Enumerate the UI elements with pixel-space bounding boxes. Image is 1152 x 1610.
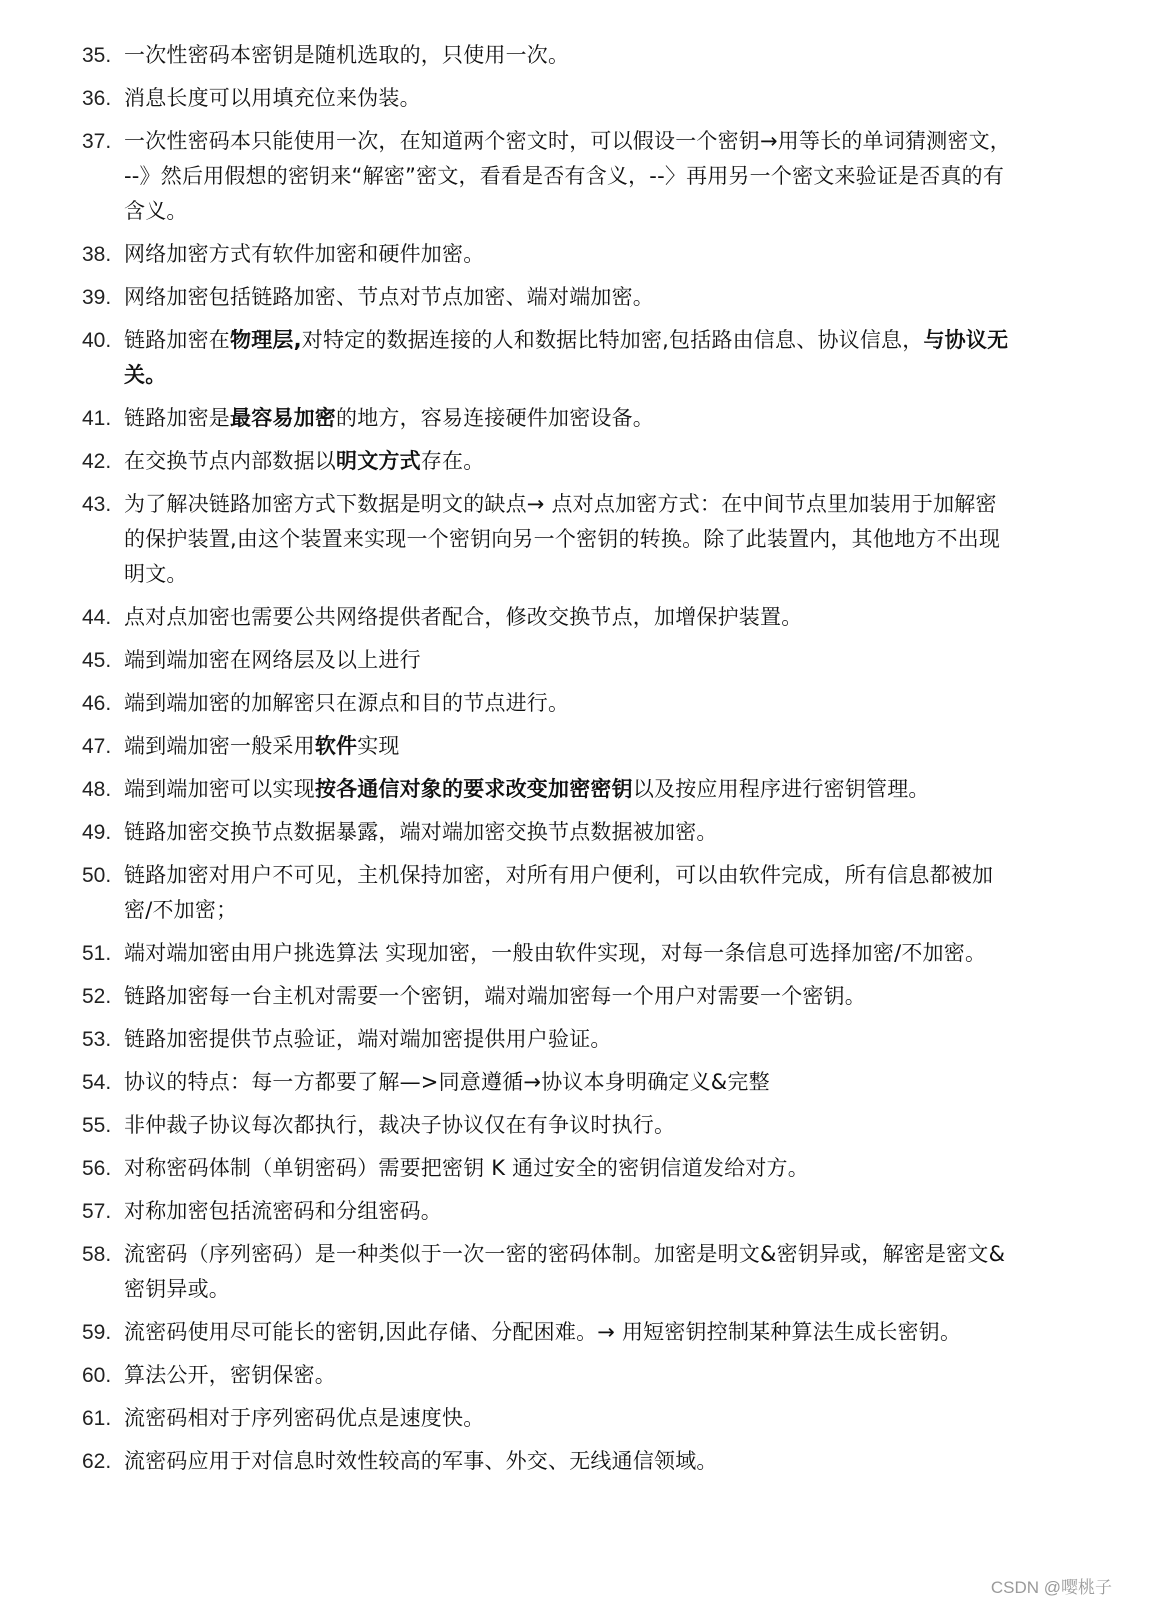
text-segment: 流密码使用尽可能长的密钥,因此存储、分配困难。→ 用短密钥控制某种算法生成长密钥。: [124, 1320, 962, 1344]
list-item: [82, 1194, 1012, 1229]
item-text: [124, 1358, 1012, 1393]
list-item: [82, 858, 1012, 928]
text-segment: 流密码应用于对信息时效性较高的军事、外交、无线通信领域。: [124, 1449, 718, 1473]
list-item: [82, 1022, 1012, 1057]
text-segment: 存在。: [420, 449, 485, 473]
text-segment: 非仲裁子协议每次都执行，裁决子协议仅在有争议时执行。: [124, 1113, 676, 1137]
text-segment: 算法公开，密钥保密。: [124, 1363, 336, 1387]
text-segment: 实现: [357, 734, 400, 758]
list-item: [82, 729, 1012, 764]
text-segment: 一次性密码本只能使用一次，在知道两个密文时，可以假设一个密钥→用等长的单词猜测密文，--》然后用假想的密钥来“解密”密文，看看是否有含义，--〉再用另一个密文来验证是否真的有含义。: [124, 129, 1011, 223]
list-item: [82, 237, 1012, 272]
item-number: 47.: [82, 735, 112, 758]
text-segment: 链路加密每一台主机对需要一个密钥，端对端加密每一个用户对需要一个密钥。: [124, 984, 866, 1008]
text-segment: 端对端加密由用户挑选算法 实现加密，一般由软件实现，对每一条信息可选择加密/不加密。: [124, 941, 987, 965]
text-segment: 流密码（序列密码）是一种类似于一次一密的密码体制。加密是明文&密钥异或，解密是密文&密钥异或。: [124, 1242, 1006, 1301]
item-text: [124, 979, 1012, 1014]
bold-emphasis: 按各通信对象的要求改变加密密钥: [314, 777, 633, 801]
list-item: [82, 686, 1012, 721]
item-number: 49.: [82, 821, 112, 844]
item-text: [124, 815, 1012, 850]
list-item: [82, 38, 1012, 73]
bold-emphasis: 软件: [314, 734, 358, 758]
item-text: [124, 1237, 1012, 1307]
text-segment: 端到端加密可以实现: [124, 777, 315, 801]
item-number: 35.: [82, 44, 112, 67]
text-segment: 在交换节点内部数据以: [124, 449, 336, 473]
bold-emphasis: 明文方式: [336, 449, 421, 473]
text-segment: 端到端加密的加解密只在源点和目的节点进行。: [124, 691, 570, 715]
item-text: [124, 729, 1012, 764]
text-segment: 协议的特点：每一方都要了解—>同意遵循→协议本身明确定义&完整: [124, 1070, 770, 1094]
item-number: 39.: [82, 286, 112, 309]
list-item: [82, 1108, 1012, 1143]
item-number: 46.: [82, 692, 112, 715]
text-segment: 端到端加密在网络层及以上进行: [124, 648, 421, 672]
item-text: [124, 38, 1012, 73]
text-segment: 的地方，容易连接硬件加密设备。: [336, 406, 654, 430]
item-number: 55.: [82, 1114, 112, 1137]
list-item: [82, 401, 1012, 436]
text-segment: 对称密码体制（单钥密码）需要把密钥 K 通过安全的密钥信道发给对方。: [124, 1156, 809, 1180]
item-text: [124, 81, 1012, 116]
item-text: [124, 1151, 1012, 1186]
text-segment: 链路加密提供节点验证，端对端加密提供用户验证。: [124, 1027, 612, 1051]
list-item: [82, 1151, 1012, 1186]
text-segment: 消息长度可以用填充位来伪装。: [124, 86, 421, 110]
item-number: 62.: [82, 1450, 112, 1473]
list-item: [82, 124, 1012, 229]
item-text: [124, 487, 1012, 592]
item-text: [124, 600, 1012, 635]
list-item: [82, 444, 1012, 479]
item-text: [124, 1022, 1012, 1057]
list-item: [82, 1444, 1012, 1479]
csdn-watermark: CSDN @嘤桃子: [990, 1578, 1112, 1597]
list-item: [82, 772, 1012, 807]
text-segment: 点对点加密也需要公共网络提供者配合，修改交换节点，加增保护装置。: [124, 605, 803, 629]
text-segment: 对称加密包括流密码和分组密码。: [124, 1199, 442, 1223]
item-text: [124, 1401, 1012, 1436]
item-text: [124, 237, 1012, 272]
item-number: 52.: [82, 985, 112, 1008]
list-item: [82, 815, 1012, 850]
item-text: [124, 323, 1012, 393]
item-text: [124, 1108, 1012, 1143]
text-segment: 链路加密交换节点数据暴露，端对端加密交换节点数据被加密。: [124, 820, 718, 844]
item-number: 42.: [82, 450, 112, 473]
item-number: 43.: [82, 493, 112, 516]
item-text: [124, 1315, 1012, 1350]
list-item: [82, 323, 1012, 393]
bold-emphasis: 物理层,: [230, 328, 302, 352]
text-segment: 链路加密是: [124, 406, 230, 430]
list-item: [82, 600, 1012, 635]
item-text: [124, 1065, 1012, 1100]
item-number: 48.: [82, 778, 112, 801]
item-text: [124, 280, 1012, 315]
item-number: 61.: [82, 1407, 112, 1430]
list-item: [82, 1065, 1012, 1100]
item-text: [124, 1194, 1012, 1229]
item-text: [124, 401, 1012, 436]
item-number: 60.: [82, 1364, 112, 1387]
list-item: [82, 1315, 1012, 1350]
list-item: [82, 1358, 1012, 1393]
text-segment: 网络加密包括链路加密、节点对节点加密、端对端加密。: [124, 285, 654, 309]
item-text: [124, 124, 1012, 229]
text-segment: 一次性密码本密钥是随机选取的，只使用一次。: [124, 43, 570, 67]
item-number: 53.: [82, 1028, 112, 1051]
item-number: 44.: [82, 606, 112, 629]
text-segment: 以及按应用程序进行密钥管理。: [632, 777, 930, 801]
item-text: [124, 444, 1012, 479]
item-number: 50.: [82, 864, 112, 887]
text-segment: 流密码相对于序列密码优点是速度快。: [124, 1406, 485, 1430]
item-number: 41.: [82, 407, 112, 430]
item-text: [124, 1444, 1012, 1479]
item-text: [124, 686, 1012, 721]
item-number: 54.: [82, 1071, 112, 1094]
text-segment: 为了解决链路加密方式下数据是明文的缺点→ 点对点加密方式：在中间节点里加装用于加解密的保护装置,由这个装置来实现一个密钥向另一个密钥的转换。除了此装置内，其他地方不出现明文。: [124, 492, 1001, 586]
item-number: 56.: [82, 1157, 112, 1180]
text-segment: 网络加密方式有软件加密和硬件加密。: [124, 242, 485, 266]
item-number: 36.: [82, 87, 112, 110]
item-number: 40.: [82, 329, 112, 352]
item-number: 37.: [82, 130, 112, 153]
text-segment: 链路加密对用户不可见，主机保持加密，对所有用户便利，可以由软件完成，所有信息都被加密/不加密；: [124, 863, 994, 922]
item-text: [124, 858, 1012, 928]
item-number: 45.: [82, 649, 112, 672]
list-item: [82, 936, 1012, 971]
text-segment: 链路加密在: [124, 328, 230, 352]
item-number: 38.: [82, 243, 112, 266]
item-number: 57.: [82, 1200, 112, 1223]
notes-list: [82, 38, 1012, 1487]
text-segment: 端到端加密一般采用: [124, 734, 315, 758]
item-text: [124, 772, 1012, 807]
item-text: [124, 643, 1012, 678]
list-item: [82, 979, 1012, 1014]
list-item: [82, 81, 1012, 116]
item-number: 51.: [82, 942, 112, 965]
bold-emphasis: 最容易加密: [230, 406, 336, 430]
item-number: 59.: [82, 1321, 112, 1344]
list-item: [82, 1237, 1012, 1307]
text-segment: 对特定的数据连接的人和数据比特加密,包括路由信息、协议信息，: [301, 328, 924, 352]
item-text: [124, 936, 1012, 971]
list-item: [82, 280, 1012, 315]
list-item: [82, 487, 1012, 592]
bold-emphasis: 与协议无关。: [124, 328, 1009, 387]
item-number: 58.: [82, 1243, 112, 1266]
list-item: [82, 1401, 1012, 1436]
list-item: [82, 643, 1012, 678]
